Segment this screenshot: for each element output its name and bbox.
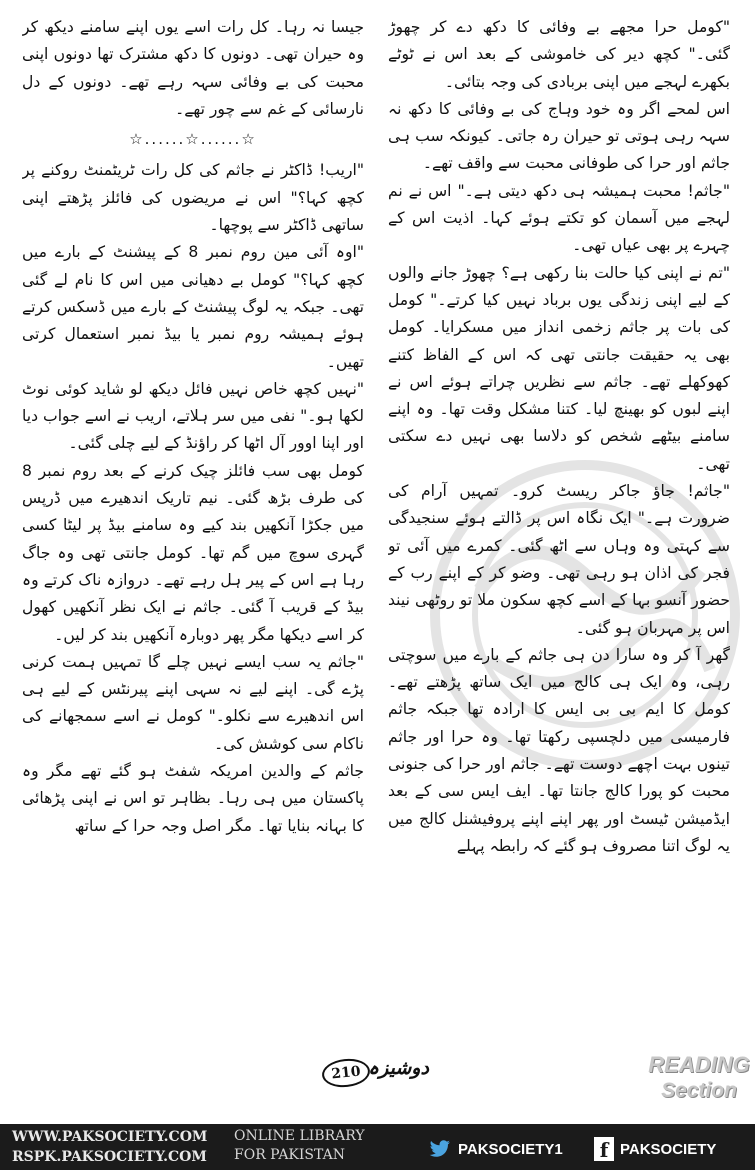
reading-section-logo [643, 1052, 755, 1110]
text-column-left [22, 14, 364, 1039]
paragraph: "کومل حرا مجھے بے وفائی کا دکھ دے کر چھوڑ گئی۔" کچھ دیر کی خاموشی کے بعد اس نے ٹوٹے بکھرے لہجے میں اپنی بربادی کی وجہ بتائی۔ [388, 18, 730, 91]
library-line1: ONLINE LIBRARY [234, 1128, 365, 1144]
twitter-handle: PAKSOCIETY1 [458, 1140, 563, 1158]
scene-break-stars: ☆......☆......☆ [129, 130, 257, 149]
facebook-f-icon: f [594, 1137, 614, 1161]
library-line2: FOR PAKISTAN [234, 1147, 345, 1163]
page-number: 210 [321, 1057, 372, 1090]
online-library-label [234, 1127, 394, 1165]
page-number-badge [292, 1048, 442, 1094]
paragraph: "اوہ آئی مین روم نمبر 8 کے پیشنٹ کے بارے میں کچھ کہا؟" کومل بے دھیانی میں اس کا نام لے گئی تھی۔ جبکہ یہ لوگ پیشنٹ کے بارے میں ڈسکس کرتے ہوئے ہمیشہ روم نمبر یا بیڈ نمبر استعمال کرتی تھیں۔ [22, 243, 364, 371]
paragraph: جیسا نہ رہا۔ کل رات اسے یوں اپنے سامنے دیکھ کر وہ حیران تھی۔ دونوں کا دکھ مشترک تھا دونوں اپنی محبت کی بے وفائی سہہ رہے تھے۔ دونوں کے دل نارسائی کے غم سے چور تھے۔ [22, 18, 364, 118]
facebook-link[interactable] [594, 1136, 716, 1162]
site-link-www[interactable]: WWW.PAKSOCIETY.COM [12, 1129, 208, 1145]
paragraph: اس لمحے اگر وہ خود وہاج کی بے وفائی کا دکھ نہ سہہ رہی ہوتی تو حیران رہ جاتی۔ کیونکہ سب ہی جاثم اور حرا کی طوفانی محبت سے واقف تھے۔ [388, 99, 730, 173]
paragraph: "نہیں کچھ خاص نہیں فائل دیکھ لو شاید کوئی نوٹ لکھا ہو۔" نفی میں سر ہلاتے، اریب نے اسے جواب دیا اور اپنا اوور آل اٹھا کر راؤنڈ کے لیے چلی گئی۔ [22, 379, 364, 453]
facebook-handle: PAKSOCIETY [620, 1140, 717, 1158]
site-link-rspk[interactable]: RSPK.PAKSOCIETY.COM [12, 1149, 207, 1165]
footer-bar [0, 1124, 755, 1170]
paragraph: "تم نے اپنی کیا حالت بنا رکھی ہے؟ چھوڑ جانے والوں کے لیے اپنی زندگی یوں برباد نہیں کیا کرتے۔" کومل کی بات پر جاثم زخمی انداز میں مسکرایا۔ کومل بھی یہ حقیقت جانتی تھی کہ اس کے الفاظ کتنے کھوکھلے تھے۔ جاثم سے نظریں چراتے ہوئے اس نے اپنے لبوں کو بھینچ لیا۔ کتنا مشکل وقت تھا۔ وہ اپنے سامنے بیٹھے شخص کو دلاسا بھی نہیں دے سکتی تھی۔ [388, 263, 730, 473]
twitter-link[interactable] [428, 1136, 563, 1162]
paragraph: "جاثم! جاؤ جاکر ریسٹ کرو۔ تمہیں آرام کی ضرورت ہے۔" ایک نگاہ اس پر ڈالتے ہوئے سنجیدگی سے کہتی وہ وہاں سے اٹھ گئی۔ کمرے میں آئی تو فجر کی اذان ہو رہی تھی۔ وضو کر کے اپنے رب کے حضور آنسو بہا کے اسے کچھ سکون ملا تو روٹھی نیند اس پر مہربان ہو گئی۔ [388, 482, 730, 637]
paragraph: گھر آ کر وہ سارا دن ہی جاثم کے بارے میں سوچتی رہی، وہ ایک ہی کالج میں ایک ساتھ پڑھتے تھے۔ کومل کا ایم بی بی ایس کا ارادہ تھا جبکہ جاثم فارمیسی میں دلچسپی رکھتا تھا۔ وہ حرا اور جاثم تینوں بہت اچھے دوست تھے۔ جاثم اور حرا کی جنونی محبت کو پورا کالج جانتا تھا۔ ایف ایس سی کے بعد ایڈمیشن ٹیسٹ اور پھر اپنے اپنے پروفیشنل کالج میں یہ لوگ اتنا مصروف ہو گئے کہ رابطہ پہلے [388, 645, 730, 855]
paragraph: جاثم کے والدین امریکہ شفٹ ہو گئے تھے مگر وہ پاکستان میں ہی رہا۔ بظاہر تو اس نے اپنی پڑھائی کا بہانہ بنایا تھا۔ مگر اصل وجہ حرا کے ساتھ [22, 762, 364, 835]
paragraph: "جاثم! محبت ہمیشہ ہی دکھ دیتی ہے۔" اس نے نم لہجے میں آسمان کو تکتے ہوئے کہا۔ اذیت اس کے چہرے پر بھی عیاں تھی۔ [388, 181, 730, 255]
paragraph: کومل بھی سب فائلز چیک کرنے کے بعد روم نمبر 8 کی طرف بڑھ گئی۔ نیم تاریک اندھیرے میں ڈرپس میں جکڑا آنکھیں بند کیے وہ سامنے بیڈ پر لیٹا کسی گہری سوچ میں گم تھا۔ کومل جانتی تھی وہ جاگ رہا ہے اس کے پیر ہل رہے تھے۔ دروازہ ناک کرتے وہ بیڈ کے قریب آ گئی۔ جاثم نے ایک نظر آنکھیں کھول کر اسے دیکھا مگر پھر دوبارہ آنکھیں بند کر لیں۔ [22, 461, 364, 644]
paragraph: "اریب! ڈاکٹر نے جاثم کی کل رات ٹریٹمنٹ روکنے پر کچھ کہا؟" اس نے مریضوں کی فائلز پڑھتے اپنی ساتھی ڈاکٹر سے پوچھا۔ [22, 161, 364, 235]
reading-section-line1: READING [648, 1052, 750, 1077]
magazine-name: دوشیزہ [368, 1057, 429, 1079]
reading-section-line2: Section [661, 1079, 737, 1102]
twitter-bird-icon [428, 1140, 452, 1158]
text-column-right [388, 14, 730, 1039]
paragraph: "جاثم یہ سب ایسے نہیں چلے گا تمہیں ہمت کرنی پڑے گی۔ اپنے لیے نہ سہی اپنے پیرنٹس کے لیے ہی اس اندھیرے سے نکلو۔" کومل نے اسے سمجھانے کی ناکام سی کوشش کی۔ [22, 652, 364, 753]
footer-sites [12, 1127, 222, 1167]
